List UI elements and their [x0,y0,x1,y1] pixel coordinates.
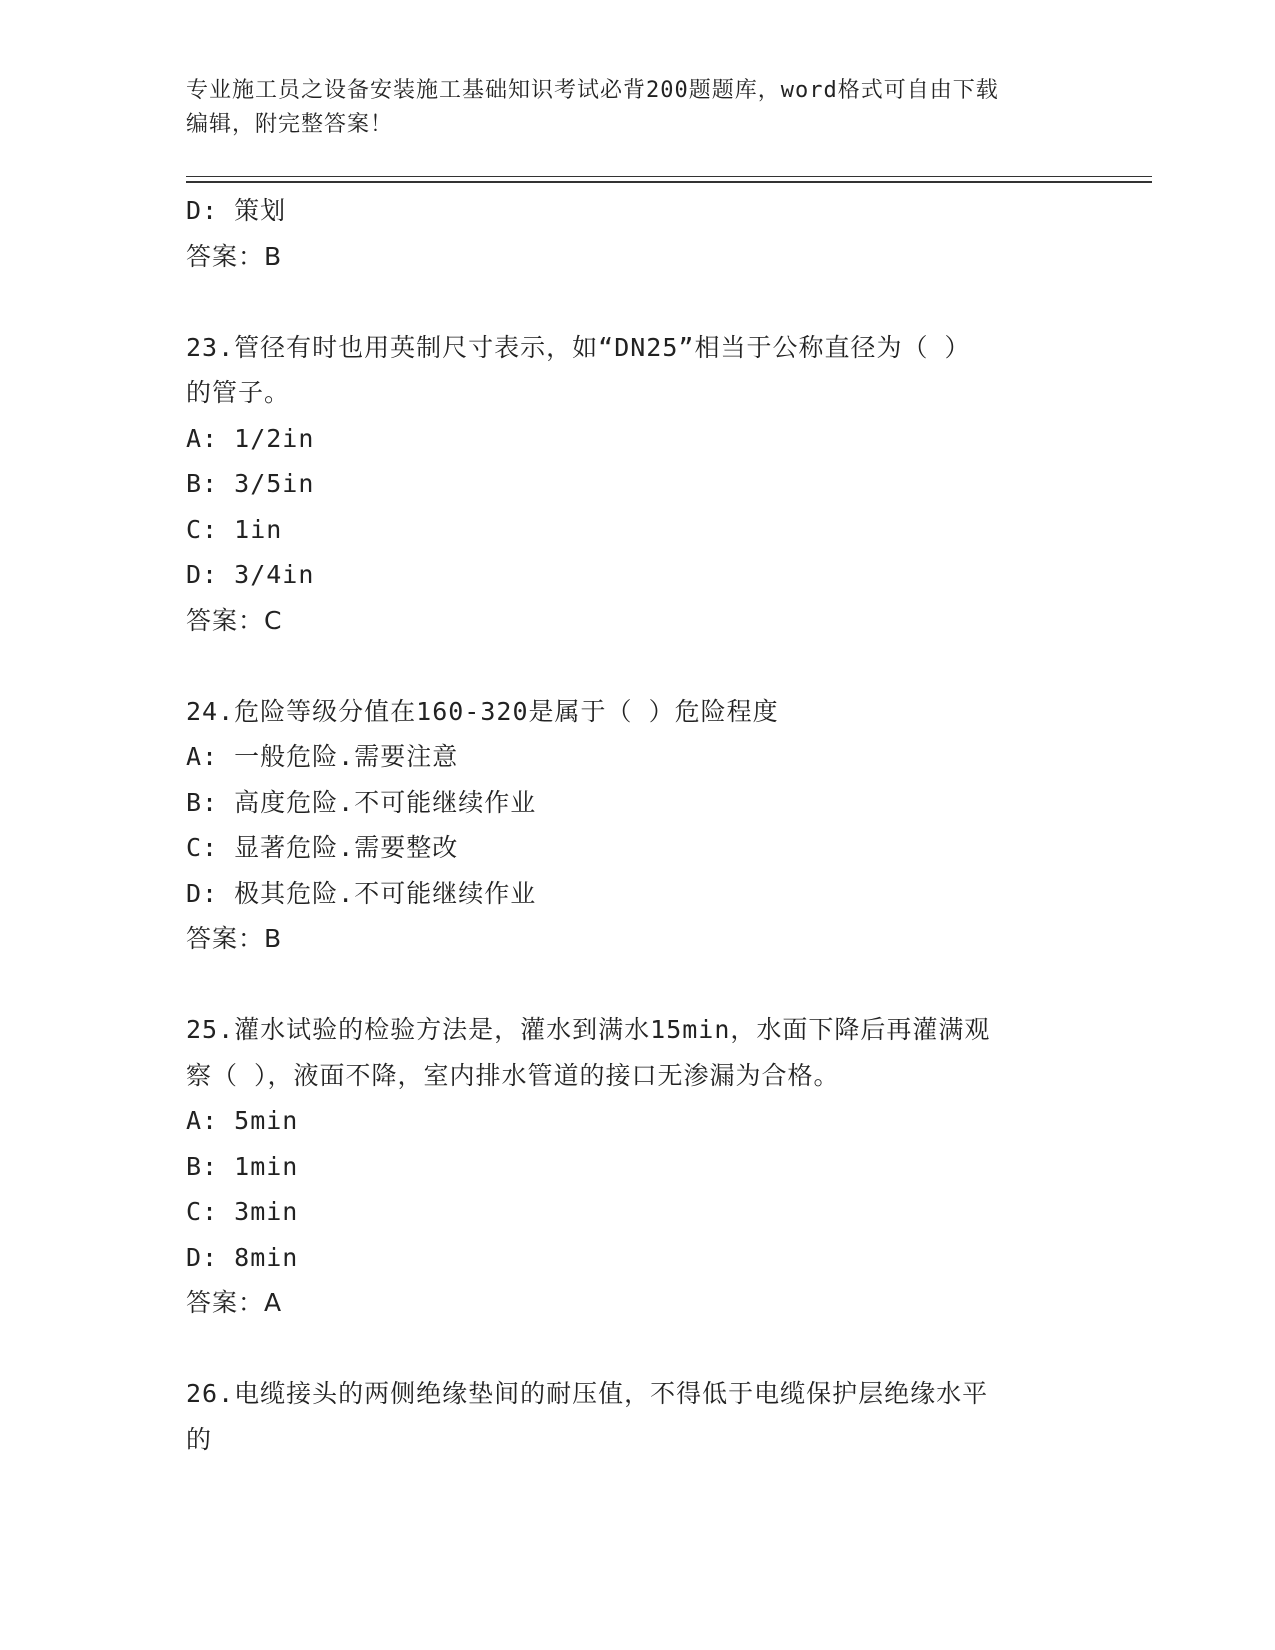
option-b: B: 3/5in [186,469,315,498]
option-b: B: 1min [186,1151,299,1181]
spacer [186,1326,1086,1372]
previous-question-tail [186,188,1086,279]
spacer [186,643,1086,689]
option-b: B: 高度危险.不可能继续作业 [186,787,537,817]
option-c: C: 显著危险.需要整改 [186,833,459,862]
question-25 [186,1007,1086,1326]
question-list [186,188,1086,1462]
spacer [186,279,1086,325]
question-stem-line: 25.灌水试验的检验方法是，灌水到满水15min，水面下降后再灌满观 [186,1015,991,1044]
question-stem-line: 的管子。 [186,378,291,407]
option-a: A: 一般危险.需要注意 [186,742,459,771]
header-divider-thick [186,181,1152,183]
answer-line: 答案：A [186,1288,283,1317]
answer-line: 答案：C [186,605,283,635]
question-stem-line: 察（ ），液面不降，室内排水管道的接口无渗漏为合格。 [186,1060,840,1090]
spacer [186,962,1086,1008]
question-23 [186,325,1086,644]
option-d: D: 3/4in [186,560,315,589]
question-stem-line: 26.电缆接头的两侧绝缘垫间的耐压值，不得低于电缆保护层绝缘水平 [186,1379,989,1408]
header-divider-thin [186,176,1152,177]
option-d: D: 8min [186,1242,299,1272]
answer-line: 答案：B [186,924,283,953]
option-a: A: 1/2in [186,423,315,453]
option-a: A: 5min [186,1106,299,1135]
question-24 [186,689,1086,962]
question-stem-line: 的 [186,1424,213,1454]
option-c: C: 3min [186,1197,299,1226]
option-d: D: 极其危险.不可能继续作业 [186,878,537,908]
document-header [186,74,1066,142]
option-d: D: 策划 [186,196,287,225]
answer-line: 答案：B [186,241,283,271]
question-stem-line: 23.管径有时也用英制尺寸表示，如“DN25”相当于公称直径为（ ） [186,332,971,362]
option-c: C: 1in [186,514,283,544]
header-line-1: 专业施工员之设备安装施工基础知识考试必背200题题库，word格式可自由下载 [186,78,999,103]
header-line-2: 编辑，附完整答案！ [186,112,394,137]
question-stem-line: 24.危险等级分值在160-320是属于（ ）危险程度 [186,696,779,726]
question-26 [186,1371,1086,1462]
